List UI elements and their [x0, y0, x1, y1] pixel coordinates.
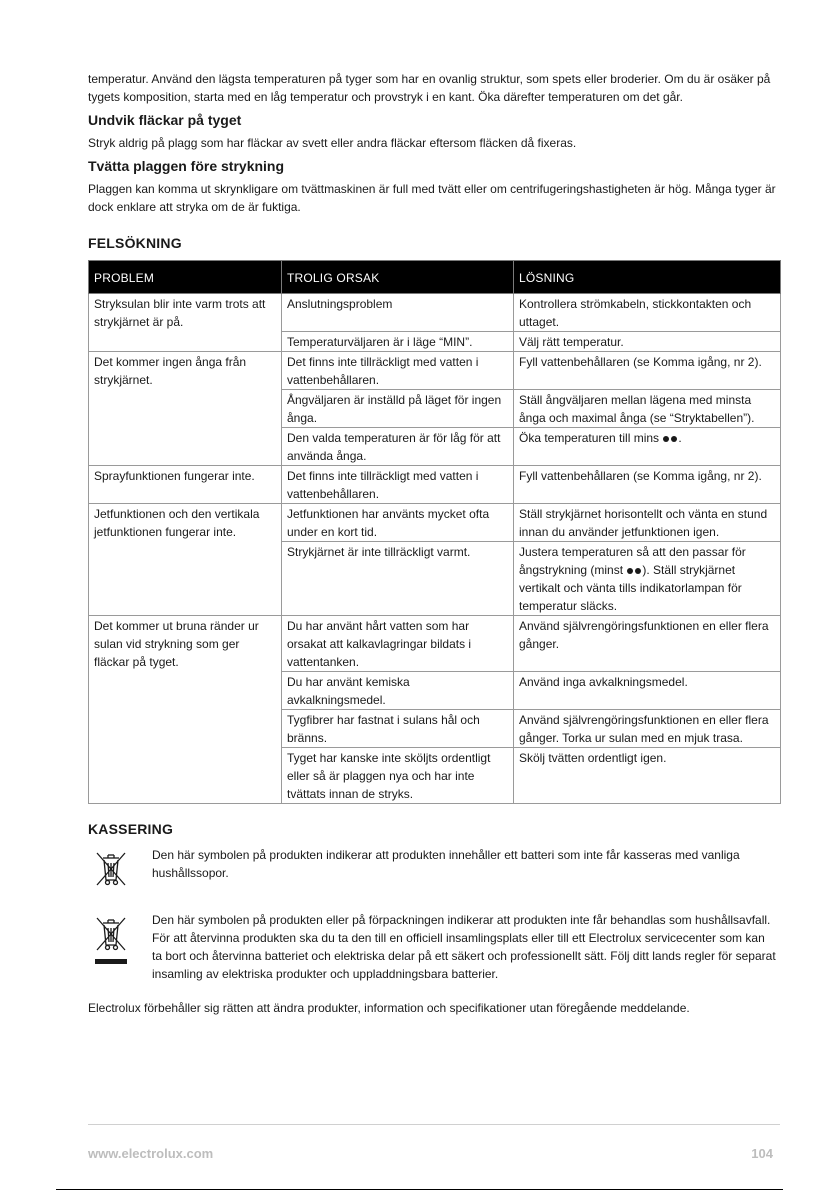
disposal-title: KASSERING [88, 821, 174, 837]
cause-cell: Anslutningsproblem [282, 294, 514, 332]
disclaimer-note: Electrolux förbehåller sig rätten att ändra produkter, information och specifikationer utan föregående meddelande. [88, 1001, 690, 1015]
table-row [89, 466, 781, 504]
header-solution: LÖSNING [514, 261, 781, 294]
troubleshooting-title: FELSÖKNING [88, 235, 182, 251]
solution-text: Öka temperaturen till mins [519, 431, 660, 445]
cause-cell: Den valda temperaturen är för låg för att använda ånga. [282, 428, 514, 466]
crossed-bin-bar-icon [94, 915, 132, 972]
table-row [89, 352, 781, 390]
header-problem: PROBLEM [89, 261, 282, 294]
solution-cell: Fyll vattenbehållaren (se Komma igång, nr 2). [514, 466, 781, 504]
solution-cell: Fyll vattenbehållaren (se Komma igång, nr 2). [514, 352, 781, 390]
table-row [89, 504, 781, 542]
intro-paragraph: temperatur. Använd den lägsta temperaturen på tyger som har en ovanlig struktur, som spets eller broderier. Om du är osäker på tygets komposition, starta med en låg temperatur och provstryk i en kant. Öka därefter temperaturen om det går. [88, 72, 771, 104]
footer-url: www.electrolux.com [88, 1146, 214, 1161]
temperature-dot-icon [627, 568, 633, 574]
cause-cell: Du har använt hårt vatten som har orsakat att kalkavlagringar bildats i vattentanken. [282, 616, 514, 672]
table-row [89, 616, 781, 672]
crossed-bin-icon [94, 850, 132, 893]
section-wash [88, 156, 780, 216]
page-number: 104 [751, 1146, 773, 1161]
temperature-dot-icon [663, 436, 669, 442]
solution-text: ). Ställ strykjärnet vertikalt och vänta tills indikatorlampan för temperatur släcks. [519, 563, 742, 613]
solution-text: Justera temperaturen så att den passar för ångstrykning (minst [519, 545, 746, 577]
section-stains [88, 110, 780, 152]
solution-cell: Skölj tvätten ordentligt igen. [514, 748, 781, 804]
solution-cell: Välj rätt temperatur. [514, 332, 781, 352]
header-cause: TROLIG ORSAK [282, 261, 514, 294]
section-text: Plaggen kan komma ut skrynkligare om tvättmaskinen är full med tvätt eller om centrifugeringshastigheten är hög. Många tyger är dock enklare att stryka om de är fuktiga. [88, 182, 776, 214]
table-row [89, 294, 781, 332]
problem-cell: Det kommer ut bruna ränder ur sulan vid strykning som ger fläckar på tyget. [89, 616, 282, 804]
solution-cell [514, 542, 781, 616]
solution-cell: Ställ ångväljaren mellan lägena med minsta ånga och maximal ånga (se “Stryktabellen”). [514, 390, 781, 428]
table-header-row [89, 261, 781, 294]
cause-cell: Det finns inte tillräckligt med vatten i vattenbehållaren. [282, 466, 514, 504]
problem-cell: Sprayfunktionen fungerar inte. [89, 466, 282, 504]
cause-cell: Du har använt kemiska avkalkningsmedel. [282, 672, 514, 710]
disposal-item [88, 911, 780, 983]
section-title: Tvätta plaggen före strykning [88, 158, 285, 174]
bottom-rule [56, 1189, 783, 1190]
troubleshooting-table [88, 260, 781, 804]
section-title: Undvik fläckar på tyget [88, 112, 242, 128]
cause-cell: Jetfunktionen har använts mycket ofta under en kort tid. [282, 504, 514, 542]
disposal-text: Den här symbolen på produkten indikerar att produkten innehåller ett batteri som inte får kasseras med vanliga hushållssopor. [152, 848, 740, 880]
temperature-dot-icon [635, 568, 641, 574]
page-content [88, 70, 780, 1017]
cause-cell: Strykjärnet är inte tillräckligt varmt. [282, 542, 514, 616]
section-text: Stryk aldrig på plagg som har fläckar av svett eller andra fläckar eftersom fläcken då fixeras. [88, 136, 577, 150]
problem-cell: Stryksulan blir inte varm trots att strykjärnet är på. [89, 294, 282, 352]
footer-divider [88, 1124, 780, 1125]
cause-cell: Det finns inte tillräckligt med vatten i vattenbehållaren. [282, 352, 514, 390]
solution-cell: Använd självrengöringsfunktionen en eller flera gånger. Torka ur sulan med en mjuk trasa. [514, 710, 781, 748]
cause-cell: Tyget har kanske inte sköljts ordentligt eller så är plaggen nya och har inte tvättats innan de stryks. [282, 748, 514, 804]
disposal-item [88, 846, 780, 893]
cause-cell: Ångväljaren är inställd på läget för ingen ånga. [282, 390, 514, 428]
solution-cell: Ställ strykjärnet horisontellt och vänta en stund innan du använder jetfunktionen igen. [514, 504, 781, 542]
solution-cell: Använd inga avkalkningsmedel. [514, 672, 781, 710]
solution-cell: Öka temperaturen till mins . [514, 428, 781, 466]
cause-cell: Tygfibrer har fastnat i sulans hål och bränns. [282, 710, 514, 748]
problem-cell: Jetfunktionen och den vertikala jetfunktionen fungerar inte. [89, 504, 282, 616]
cause-cell: Temperaturväljaren är i läge “MIN”. [282, 332, 514, 352]
solution-cell: Använd självrengöringsfunktionen en eller flera gånger. [514, 616, 781, 672]
solution-cell: Kontrollera strömkabeln, stickkontakten och uttaget. [514, 294, 781, 332]
disposal-text: Den här symbolen på produkten eller på förpackningen indikerar att produkten inte får behandlas som hushållsavfall. För att återvinna produkten ska du ta den till en officiell insamlingsplats eller till ett Electrolux servicecenter som kan ta bort och återvinna batteriet och elektriska delar på ett säkert och professionellt sätt. Följ ditt lands regler för separat insamling av elektriska produkter och uppladdningsbara batterier. [152, 913, 776, 981]
temperature-dot-icon [671, 436, 677, 442]
problem-cell: Det kommer ingen ånga från strykjärnet. [89, 352, 282, 466]
